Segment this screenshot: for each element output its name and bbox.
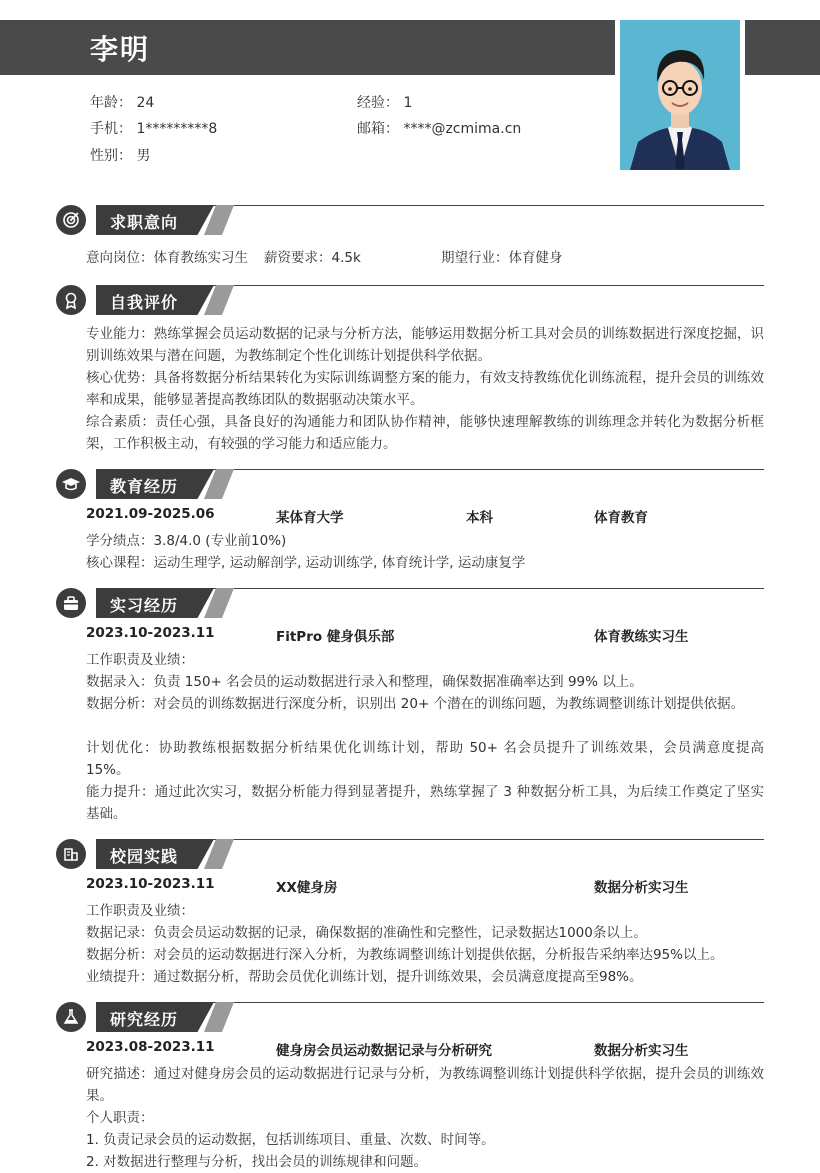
internship-date: 2023.10-2023.11	[86, 625, 215, 641]
campus-role: 数据分析实习生	[594, 880, 689, 896]
section-title: 求职意向	[110, 213, 179, 232]
section-header-research	[56, 1002, 764, 1032]
intent-industry: 期望行业：体育健身	[441, 250, 563, 266]
briefcase-icon	[56, 588, 86, 618]
award-icon	[56, 285, 86, 315]
internship-row	[86, 625, 764, 647]
internship-duties-label: 工作职责及业绩：	[86, 652, 194, 668]
self-eval-paragraph: 专业能力：熟练掌握会员运动数据的记录与分析方法，能够运用数据分析工具对会员的训练数据进行深度挖掘，识别训练效果与潜在问题，为教练制定个性化训练计划提供科学依据。	[86, 326, 764, 364]
internship-duty: 能力提升：通过此次实习，数据分析能力得到显著提升，熟练掌握了 3 种数据分析工具，为后续工作奠定了坚实基础。	[86, 784, 764, 822]
building-icon	[56, 839, 86, 869]
section-header-self-eval	[56, 285, 764, 315]
self-eval-paragraph: 综合素质：责任心强，具备良好的沟通能力和团队协作精神，能够快速理解教练的训练理念并转化为数据分析框架，工作积极主动，有较强的学习能力和适应能力。	[86, 414, 764, 452]
section-title: 教育经历	[110, 477, 179, 496]
campus-row	[86, 876, 764, 898]
target-icon	[56, 205, 86, 235]
intent-salary: 薪资要求：4.5k	[264, 250, 361, 266]
research-row	[86, 1039, 764, 1061]
research-duties-label: 个人职责：	[86, 1110, 154, 1126]
education-gpa: 学分绩点：3.8/4.0 (专业前10%)	[86, 533, 287, 549]
intent-position: 意向岗位：体育教练实习生	[86, 250, 248, 266]
campus-duty: 数据记录：负责会员运动数据的记录，确保数据的准确性和完整性，记录数据达1000条以上。	[86, 925, 647, 941]
age: 年龄： 24	[90, 95, 155, 111]
internship-duty: 计划优化：协助教练根据数据分析结果优化训练计划，帮助 50+ 名会员提升了训练效果，会员满意度提高 15%。	[86, 740, 764, 778]
research-duty: 1. 负责记录会员的运动数据，包括训练项目、重量、次数、时间等。	[86, 1132, 495, 1148]
education-major: 体育教育	[594, 510, 648, 526]
flask-icon	[56, 1002, 86, 1032]
research-role: 数据分析实习生	[594, 1043, 689, 1059]
education-row	[86, 506, 764, 528]
internship-company: FitPro 健身俱乐部	[276, 629, 395, 645]
internship-role: 体育教练实习生	[594, 629, 689, 645]
profile-photo	[620, 20, 740, 170]
section-title: 自我评价	[110, 293, 179, 312]
campus-duties-label: 工作职责及业绩：	[86, 903, 194, 919]
candidate-name: 李明	[90, 33, 151, 66]
experience: 经验： 1	[357, 95, 413, 111]
education-courses: 核心课程：运动生理学, 运动解剖学, 运动训练学, 体育统计学, 运动康复学	[86, 555, 526, 571]
gender: 性别： 男	[90, 148, 151, 164]
education-date: 2021.09-2025.06	[86, 506, 215, 522]
education-school: 某体育大学	[276, 510, 344, 526]
research-project: 健身房会员运动数据记录与分析研究	[276, 1043, 492, 1059]
phone: 手机： 1*********8	[90, 121, 218, 137]
campus-duty: 数据分析：对会员的运动数据进行深入分析，为教练调整训练计划提供依据，分析报告采纳率达95%以上。	[86, 947, 724, 963]
research-description: 研究描述：通过对健身房会员的运动数据进行记录与分析，为教练调整训练计划提供科学依据，提升会员的训练效果。	[86, 1066, 764, 1104]
section-header-education	[56, 469, 764, 499]
internship-duty: 数据录入：负责 150+ 名会员的运动数据进行录入和整理，确保数据准确率达到 99% 以上。	[86, 674, 643, 690]
campus-date: 2023.10-2023.11	[86, 876, 215, 892]
email: 邮箱： ****@zcmima.cn	[357, 121, 522, 137]
section-title: 校园实践	[110, 847, 179, 866]
research-duty: 2. 对数据进行整理与分析，找出会员的训练规律和问题。	[86, 1154, 428, 1170]
internship-duty: 数据分析：对会员的训练数据进行深度分析，识别出 20+ 个潜在的训练问题，为教练调整训练计划提供依据。	[86, 696, 745, 712]
section-header-intent	[56, 205, 764, 235]
header-bar-accent	[745, 20, 820, 75]
section-title: 实习经历	[110, 596, 179, 615]
section-title: 研究经历	[110, 1010, 179, 1029]
campus-org: XX健身房	[276, 880, 338, 896]
self-eval-paragraph: 核心优势：具备将数据分析结果转化为实际训练调整方案的能力，有效支持教练优化训练流程，提升会员的训练效率和成果，能够显著提高教练团队的数据驱动决策水平。	[86, 370, 764, 408]
campus-duty: 业绩提升：通过数据分析，帮助会员优化训练计划，提升训练效果，会员满意度提高至98%。	[86, 969, 643, 985]
section-header-internship	[56, 588, 764, 618]
section-header-campus	[56, 839, 764, 869]
education-degree: 本科	[466, 510, 493, 526]
research-date: 2023.08-2023.11	[86, 1039, 215, 1055]
graduation-cap-icon	[56, 469, 86, 499]
